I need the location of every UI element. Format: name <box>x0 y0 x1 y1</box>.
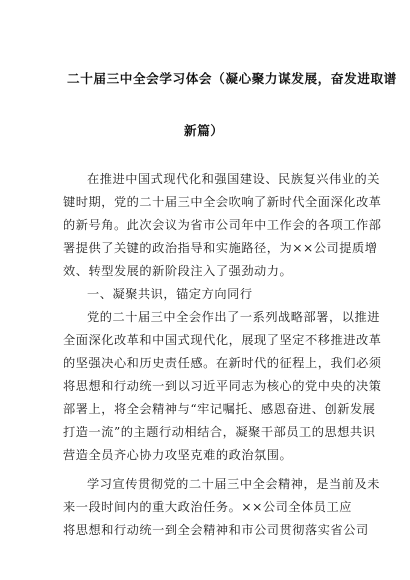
paragraph-1-line-4: 署提供了关键的政治指导和实施路径，为××公司提质增 <box>63 241 378 255</box>
paragraph-2-line-7: 营造全员齐心协力攻坚克难的政治氛围。 <box>63 448 293 462</box>
paragraph-2-line-4: 将思想和行动统一到以习近平同志为核心的党中央的决策 <box>63 379 382 393</box>
paragraph-2-line-1: 党的二十届三中全会作出了一系列战略部署，以推进 <box>87 310 380 324</box>
paragraph-2-line-5: 部署上，将全会精神与“牢记嘱托、感恩奋进、创新发展 <box>63 402 376 416</box>
paragraph-1-line-5: 效、转型发展的新阶段注入了强劲动力。 <box>63 264 293 278</box>
paragraph-2-line-2: 全面深化改革和中国式现代化，展现了坚定不移推进改革 <box>63 333 382 347</box>
paragraph-1-line-2: 键时期，党的二十届三中全会吹响了新时代全面深化改革 <box>63 195 382 209</box>
paragraph-2-line-6: 打造一流”的主题行动相结合，凝聚干部员工的思想共识 <box>63 425 376 439</box>
document-title-line-1: 二十届三中全会学习体会（凝心聚力谋发展，奋发进取谱 <box>67 71 397 86</box>
document-title-line-2: 新篇） <box>184 123 224 138</box>
paragraph-3-line-2: 来一段时间内的重大政治任务。××公司全体员工应 <box>63 500 353 514</box>
paragraph-1-line-3: 的新号角。此次会议为省市公司年中工作会的各项工作部 <box>63 218 382 232</box>
paragraph-2-line-3: 的坚强决心和历史责任感。在新时代的征程上，我们必须 <box>63 356 382 370</box>
paragraph-1-line-1: 在推进中国式现代化和强国建设、民族复兴伟业的关 <box>87 172 380 186</box>
paragraph-3-line-1: 学习宣传贯彻党的二十届三中全会精神，是当前及未 <box>87 477 380 491</box>
paragraph-3-line-3: 将思想和行动统一到全会精神和市公司贯彻落实省公司 <box>63 523 369 537</box>
section-heading-1: 一、凝聚共识，锚定方向同行 <box>87 287 253 301</box>
